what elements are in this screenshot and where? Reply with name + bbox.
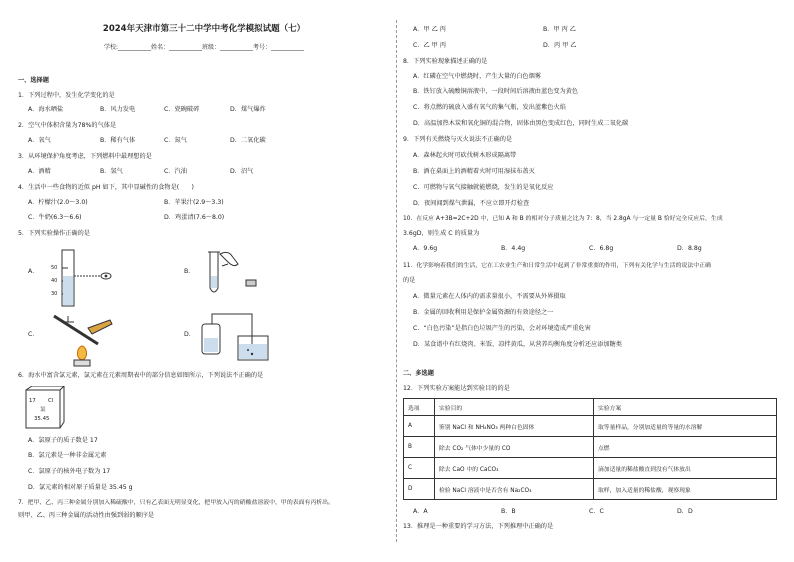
test-tube-figure bbox=[198, 246, 268, 302]
q6-option-a: A．氯原子的质子数是 17 bbox=[28, 437, 98, 444]
q2-option-c: C．氮气 bbox=[164, 137, 187, 144]
student-info-line: 学校:___________姓名：___________班级：___________考号：___________ bbox=[103, 44, 305, 51]
q3-option-d: D．沼气 bbox=[230, 168, 254, 175]
question-8: 8．下列实验现象描述正确的是 bbox=[403, 58, 488, 65]
table-cell: 鉴别 NaCl 和 NH₄NO₃ 两种白色固体 bbox=[435, 416, 594, 437]
q1-option-d: D．煤气爆炸 bbox=[230, 106, 266, 113]
experiment-table bbox=[403, 398, 777, 500]
question-7: 7．把甲、乙、丙三种金属分别加入稀硫酸中，只有乙表面无明显变化，把甲放入丙的硝酸盐溶液中，甲的表面有丙析出。 bbox=[18, 500, 334, 506]
q10-option-a: A．9.6g bbox=[413, 245, 438, 252]
q5-label-d: D． bbox=[184, 331, 195, 338]
q6-option-b: B．氯元素是一种非金属元素 bbox=[28, 452, 107, 459]
section-heading-2: 二、多选题 bbox=[403, 370, 434, 377]
table-row bbox=[404, 437, 777, 458]
q8-option-a: A．红磷在空气中燃烧时，产生大量的白色烟雾 bbox=[413, 73, 541, 80]
question-10: 10．在反应 A+3B=2C+2D 中，已知 A 和 B 的相对分子质量之比为 7：8，当 2.8gA 与一定量 B 恰好完全反应后，生成 bbox=[403, 216, 723, 222]
q7-option-b: B．甲 丙 乙 bbox=[543, 26, 576, 33]
q10-option-d: D．8.8g bbox=[677, 245, 702, 252]
question-11-line2: 的是 bbox=[403, 277, 416, 284]
question-5: 5．下列实验操作正确的是 bbox=[18, 230, 90, 237]
q10-option-b: B．4.4g bbox=[501, 245, 526, 252]
q7-option-a: A．甲 乙 丙 bbox=[413, 26, 446, 33]
q12-option-a: A．A bbox=[413, 508, 428, 515]
q6-option-c: C．氯原子的核外电子数为 17 bbox=[28, 468, 111, 475]
q12-option-c: C．C bbox=[589, 508, 604, 515]
table-cell: 取样，加入适量的稀盐酸，观察现象 bbox=[594, 479, 777, 500]
left-column bbox=[18, 0, 390, 562]
table-cell: 点燃 bbox=[594, 437, 777, 458]
q7-option-d: D．丙 甲 乙 bbox=[543, 42, 577, 49]
q8-option-c: C．将点燃的硫放入盛有氧气的集气瓶，发出蓝紫色火焰 bbox=[413, 104, 566, 111]
q11-option-d: D．某食谱中有红烧肉、米饭、凉拌黄瓜，从营养均衡角度分析还应添加糖类 bbox=[413, 341, 622, 348]
q2-option-d: D．二氧化碳 bbox=[230, 137, 266, 144]
q1-option-c: C．瓷碗破碎 bbox=[164, 106, 200, 113]
table-header-row bbox=[404, 399, 777, 416]
question-3: 3．从环境保护角度考虑，下列燃料中最理想的是 bbox=[18, 153, 152, 160]
question-4: 4．生活中一些食物的近似 pH 如下，其中显碱性的食物是( ) bbox=[18, 184, 194, 191]
table-row bbox=[404, 458, 777, 479]
element-name: 氯 bbox=[40, 407, 46, 413]
question-11: 11．化学影响着我们的生活，它在工农业生产和日常生活中起到了非常重要的作用，下列有关化学与生活的说法中正确 bbox=[403, 263, 711, 269]
q9-option-c: C．可燃物与氧气接触就能燃烧，发生的是氧化反应 bbox=[413, 184, 554, 191]
q8-option-d: D．高温加热木炭和氧化铜的混合物，固体由黑色变成红色，同时生成二氧化碳 bbox=[413, 120, 629, 127]
question-9: 9．下列有关燃烧与灭火说法不正确的是 bbox=[403, 136, 513, 143]
q5-label-a: A． bbox=[28, 268, 39, 275]
question-12: 12．下列实验方案能达到实验目的的是 bbox=[403, 385, 510, 392]
table-header-cell: 实验目的 bbox=[435, 399, 594, 416]
table-cell: D bbox=[404, 479, 435, 500]
q11-option-a: A．微量元素在人体内的需求量很小，不需要从外界摄取 bbox=[413, 293, 566, 300]
q4-option-d: D．鸡蛋清(7.6～8.0) bbox=[164, 214, 225, 221]
question-10-line2: 3.6gD，则生成 C 的质量为 bbox=[403, 230, 480, 237]
table-cell: 除去 CaO 中的 CaCO₃ bbox=[435, 458, 594, 479]
question-2: 2．空气中体积含量为78%的气体是 bbox=[18, 122, 117, 129]
q3-option-b: B．氢气 bbox=[100, 168, 123, 175]
table-header-cell: 实验方案 bbox=[594, 399, 777, 416]
q7-option-c: C．乙 甲 丙 bbox=[413, 42, 447, 49]
scale-label-30: 30 bbox=[51, 291, 58, 297]
q9-option-d: D．夜间闻到煤气泄漏，不应立即开灯检查 bbox=[413, 200, 530, 207]
table-cell: 检验 NaCl 溶液中是否含有 Na₂CO₃ bbox=[435, 479, 594, 500]
q9-option-b: B．酒在桌面上的酒精着火时可用湿抹布盖灭 bbox=[413, 168, 535, 175]
page-title: 2024年天津市第三十二中学中考化学模拟试题（七） bbox=[102, 24, 306, 34]
table-cell: B bbox=[404, 437, 435, 458]
scale-label-50: 50 bbox=[51, 265, 58, 271]
heating-tube-figure bbox=[48, 308, 118, 368]
scale-label-40: 40 bbox=[51, 278, 58, 284]
table-header-cell: 选项 bbox=[404, 399, 435, 416]
gas-collection-figure bbox=[198, 308, 278, 366]
q9-option-a: A．森林起火时可砍伐树木形成隔离带 bbox=[413, 152, 517, 159]
table-cell: 滴加适量的稀盐酸直到没有气体放出 bbox=[594, 458, 777, 479]
q4-option-b: B．苹果汁(2.9～3.3) bbox=[164, 199, 224, 206]
question-13: 13．推理是一种重要的学习方法，下列推理中正确的是 bbox=[403, 523, 554, 530]
atomic-mass: 35.45 bbox=[34, 416, 50, 422]
q12-option-d: D．D bbox=[677, 508, 693, 515]
table-cell: 除去 CO₂ 气体中少量的 CO bbox=[435, 437, 594, 458]
q3-option-a: A．酒精 bbox=[28, 168, 51, 175]
q1-option-b: B．风力发电 bbox=[100, 106, 136, 113]
q1-option-a: A．海水晒盐 bbox=[28, 106, 64, 113]
section-heading: 一、选择题 bbox=[18, 77, 49, 84]
q2-option-a: A．氧气 bbox=[28, 137, 51, 144]
atomic-number: 17 bbox=[29, 398, 36, 404]
q11-option-c: C．“白色污染”是指白色垃圾产生的污染，会对环境造成严重危害 bbox=[413, 325, 591, 332]
q11-option-b: B．金属的回收利用是保护金属资源的有效途径之一 bbox=[413, 309, 554, 316]
table-row bbox=[404, 416, 777, 437]
element-symbol: Cl bbox=[48, 398, 54, 404]
q5-label-c: C． bbox=[28, 331, 39, 338]
q4-option-c: C．牛奶(6.3～6.6) bbox=[28, 214, 82, 221]
question-1: 1．下列过程中，发生化学变化的是 bbox=[18, 92, 115, 99]
q10-option-c: C．6.8g bbox=[589, 245, 614, 252]
q8-option-b: B．铁钉放入硫酸铜溶液中，一段时间后溶液由蓝色变为黄色 bbox=[413, 88, 579, 95]
q12-option-b: B．B bbox=[501, 508, 516, 515]
column-divider bbox=[396, 20, 397, 542]
q4-option-a: A．柠檬汁(2.0～3.0) bbox=[28, 199, 88, 206]
q3-option-c: C．汽油 bbox=[164, 168, 187, 175]
q2-option-b: B．稀有气体 bbox=[100, 137, 136, 144]
q5-label-b: B． bbox=[184, 268, 195, 275]
table-cell: 取等量样品，分别加适量的等量的水溶解 bbox=[594, 416, 777, 437]
right-column bbox=[403, 0, 781, 562]
question-7-line2: 则甲、乙、丙三种金属的活动性由强到弱的顺序是 bbox=[18, 512, 155, 519]
table-row bbox=[404, 479, 777, 500]
graduated-cylinder-figure bbox=[48, 248, 118, 308]
table-cell: A bbox=[404, 416, 435, 437]
table-cell: C bbox=[404, 458, 435, 479]
q6-option-d: D．氯元素的相对原子质量是 35.45 g bbox=[28, 484, 133, 491]
question-6: 6．海水中富含氯元素，氯元素在元素周期表中的部分信息如图所示，下列说法不正确的是 bbox=[18, 372, 264, 379]
